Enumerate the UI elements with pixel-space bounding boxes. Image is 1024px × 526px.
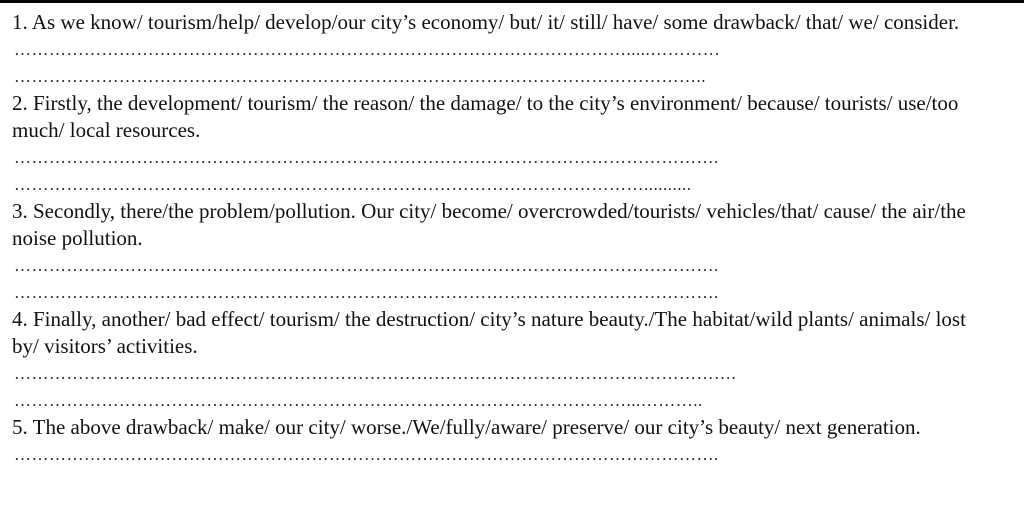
item-prompt: 2. Firstly, the development/ tourism/ the reason/ the damage/ to the city’s environment/ because/ tourists/ use/too much/ local resources. — [12, 91, 959, 142]
item-prompt: 1. As we know/ tourism/help/ develop/our city’s economy/ but/ it/ still/ have/ some drawback/ that/ we/ consider. — [12, 10, 960, 34]
answer-line[interactable]: ……………………………………………………………………………………………………………. — [14, 364, 737, 383]
answer-line[interactable]: ……………………………………………………………………………………………….......... — [14, 175, 692, 194]
answer-line[interactable]: …………………………………………………………………………………………………………. — [14, 283, 719, 302]
answer-line[interactable]: ……………………………………………………………………………………………...……….. — [14, 391, 703, 410]
answer-line[interactable]: ……………………………………………………………………………………………………….. — [14, 67, 706, 86]
exercise-item-3 — [12, 198, 1012, 306]
exercise-item-5 — [12, 414, 1012, 468]
exercise-item-2 — [12, 90, 1012, 198]
item-prompt: 5. The above drawback/ make/ our city/ worse./We/fully/aware/ preserve/ our city’s beauty/ next generation. — [12, 415, 921, 439]
exercise-item-1 — [12, 9, 1012, 90]
answer-line[interactable]: …………………………………………………………………………………………………………. — [14, 445, 719, 464]
item-prompt: 4. Finally, another/ bad effect/ tourism/ the destruction/ city’s nature beauty./The habitat/wild plants/ animals/ lost by/ visitors’ activities. — [12, 307, 966, 358]
answer-line[interactable]: …………………………………………………………………………………………………………. — [14, 256, 719, 275]
exercise-item-4 — [12, 306, 1012, 414]
answer-line[interactable]: …………………………………………………………………………………………….....………… — [14, 40, 721, 59]
worksheet — [12, 9, 1012, 468]
top-border-rule — [0, 0, 1024, 3]
answer-line[interactable]: …………………………………………………………………………………………………………. — [14, 148, 719, 167]
item-prompt: 3. Secondly, there/the problem/pollution. Our city/ become/ overcrowded/tourists/ vehicles/that/ cause/ the air/the noise pollution. — [12, 199, 966, 250]
